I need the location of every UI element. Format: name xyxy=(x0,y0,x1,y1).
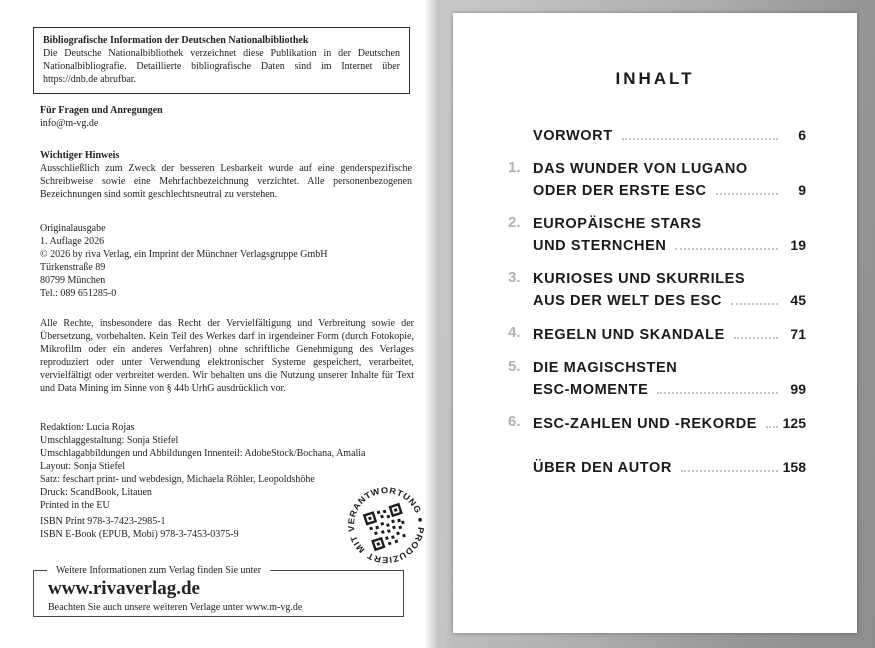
toc-entry-number xyxy=(508,457,533,478)
bib-box-body: Die Deutsche Nationalbibliothek verzeichnet diese Publikation in der Deutschen Nationalbibliografie. Detaillierte bibliografische Daten sind im Internet über https://dnb.de abrufbar. xyxy=(43,48,400,85)
edition-line: Tel.: 089 651285-0 xyxy=(40,288,117,299)
toc-entry-chapter-1 xyxy=(508,159,806,201)
toc-entry-chapter-5 xyxy=(508,358,806,400)
edition-line: © 2026 by riva Verlag, ein Imprint der Münchner Verlagsgruppe GmbH xyxy=(40,249,328,260)
dot-leader xyxy=(675,248,778,250)
toc-entry-label: VORWORT xyxy=(533,128,613,144)
edition-line: Türkenstraße 89 xyxy=(40,262,106,273)
toc-entry-label: ESC-MOMENTE xyxy=(533,382,649,398)
bib-box-title: Bibliografische Information der Deutschen Nationalbibliothek xyxy=(43,35,309,46)
dot-leader xyxy=(657,392,778,394)
toc-entry-label: REGELN UND SKANDALE xyxy=(533,327,725,343)
toc-title: INHALT xyxy=(615,69,695,88)
dot-leader xyxy=(622,138,778,140)
toc-entry-chapter-2 xyxy=(508,214,806,256)
isbn-block xyxy=(40,515,340,541)
qr-code-icon xyxy=(364,504,409,549)
toc-entry-number: 1. xyxy=(508,159,521,176)
contact-block xyxy=(40,104,410,130)
notice-body: Ausschließlich zum Zweck der besseren Lesbarkeit wurde auf eine genderspezifische Schreibweise sowie eine Mehrfachbezeichnung verzichtet. Alle personenbezogenen Bezeichnungen sind somit geschlechtsneutral zu verstehen. xyxy=(40,163,412,200)
dot-leader xyxy=(734,337,778,339)
toc-entry-label: ÜBER DEN AUTOR xyxy=(533,460,672,476)
toc-entry-label: DIE MAGISCHSTEN xyxy=(533,360,678,376)
toc-list xyxy=(453,125,857,478)
contact-title: Für Fragen und Anregungen xyxy=(40,105,163,116)
toc-entry-autor xyxy=(508,457,806,478)
toc-entry-number: 6. xyxy=(508,413,521,430)
bibliographic-info-box xyxy=(33,27,410,94)
toc-page-number: 19 xyxy=(790,237,806,253)
credits-line: Layout: Sonja Stiefel xyxy=(40,461,125,472)
toc-entry-label: AUS DER WELT DES ESC xyxy=(533,293,722,309)
toc-entry-chapter-4 xyxy=(508,324,806,345)
toc-entry-label: UND STERNCHEN xyxy=(533,238,667,254)
publisher-promo-box xyxy=(33,565,404,617)
dot-leader xyxy=(731,303,778,305)
edition-line: 1. Auflage 2026 xyxy=(40,236,105,247)
notice-block xyxy=(40,149,412,201)
toc-entry-vorwort xyxy=(508,125,806,146)
publisher-url: www.rivaverlag.de xyxy=(48,578,200,599)
dot-leader xyxy=(681,470,778,472)
toc-entry-label: DAS WUNDER VON LUGANO xyxy=(533,161,748,177)
credits-line: Printed in the EU xyxy=(40,500,110,511)
edition-line: 80799 München xyxy=(40,275,106,286)
toc-entry-number: 2. xyxy=(508,214,521,231)
toc-page-number: 158 xyxy=(782,459,806,475)
toc-entry-number xyxy=(508,125,533,146)
credits-line: Umschlagabbildungen und Abbildungen Innenteil: AdobeStock/Bochana, Amalia xyxy=(40,448,366,459)
toc-entry-label: KURIOSES UND SKURRILES xyxy=(533,271,746,287)
toc-entry-number: 5. xyxy=(508,358,521,375)
credits-line: Satz: feschart print- und webdesign, Michaela Röhler, Leopoldshöhe xyxy=(40,474,315,485)
credits-line: Druck: ScandBook, Litauen xyxy=(40,487,152,498)
toc-entry-chapter-3 xyxy=(508,269,806,311)
promo-label: Weitere Informationen zum Verlag finden Sie unter xyxy=(47,564,270,577)
stamp-ring-text: MIT VERANTWORTUNG ● PRODUZIERT xyxy=(345,485,427,566)
credits-line: Umschlaggestaltung: Sonja Stiefel xyxy=(40,435,179,446)
toc-page-number: 45 xyxy=(790,292,806,308)
promo-subtext: Beachten Sie auch unsere weiteren Verlage unter www.m-vg.de xyxy=(48,602,303,613)
notice-title: Wichtiger Hinweis xyxy=(40,150,120,161)
isbn-ebook: ISBN E-Book (EPUB, Mobi) 978-3-7453-0375-9 xyxy=(40,529,239,540)
dot-leader xyxy=(766,426,778,428)
dot-leader xyxy=(716,193,778,195)
toc-page-number: 9 xyxy=(798,182,806,198)
toc-entry-number: 3. xyxy=(508,269,521,286)
isbn-print: ISBN Print 978-3-7423-2985-1 xyxy=(40,516,166,527)
toc-entry-chapter-6 xyxy=(508,413,806,434)
toc-entry-number: 4. xyxy=(508,324,521,341)
edition-block xyxy=(40,222,412,300)
toc-entry-label: EUROPÄISCHE STARS xyxy=(533,216,702,232)
credits-line: Redaktion: Lucia Rojas xyxy=(40,422,135,433)
toc-entry-label: ESC-ZAHLEN UND -REKORDE xyxy=(533,416,758,432)
toc-entry-label: ODER DER ERSTE ESC xyxy=(533,183,707,199)
toc-page xyxy=(453,13,857,633)
edition-line: Originalausgabe xyxy=(40,223,106,234)
contact-email: info@m-vg.de xyxy=(40,118,99,129)
toc-page-number: 99 xyxy=(790,381,806,397)
toc-page-number: 6 xyxy=(798,127,806,143)
toc-page-number: 125 xyxy=(782,415,806,431)
rights-paragraph: Alle Rechte, insbesondere das Recht der Vervielfältigung und Verbreitung sowie der Übersetzung, vorbehalten. Kein Teil des Werkes darf in irgendeiner Form (durch Fotokopie, Mikrofilm oder ein anderes Verfahren) ohne schriftliche Genehmigung des Verlages reproduziert oder unter Verwendung elektronischer Systeme gespeichert, verarbeitet, vervielfältigt oder verbreitet werden. Wir behalten uns die Nutzung unserer Inhalte für Text und Data Mining im Sinne von § 44b UrhG ausdrücklich vor. xyxy=(40,318,414,394)
toc-page-number: 71 xyxy=(790,326,806,342)
